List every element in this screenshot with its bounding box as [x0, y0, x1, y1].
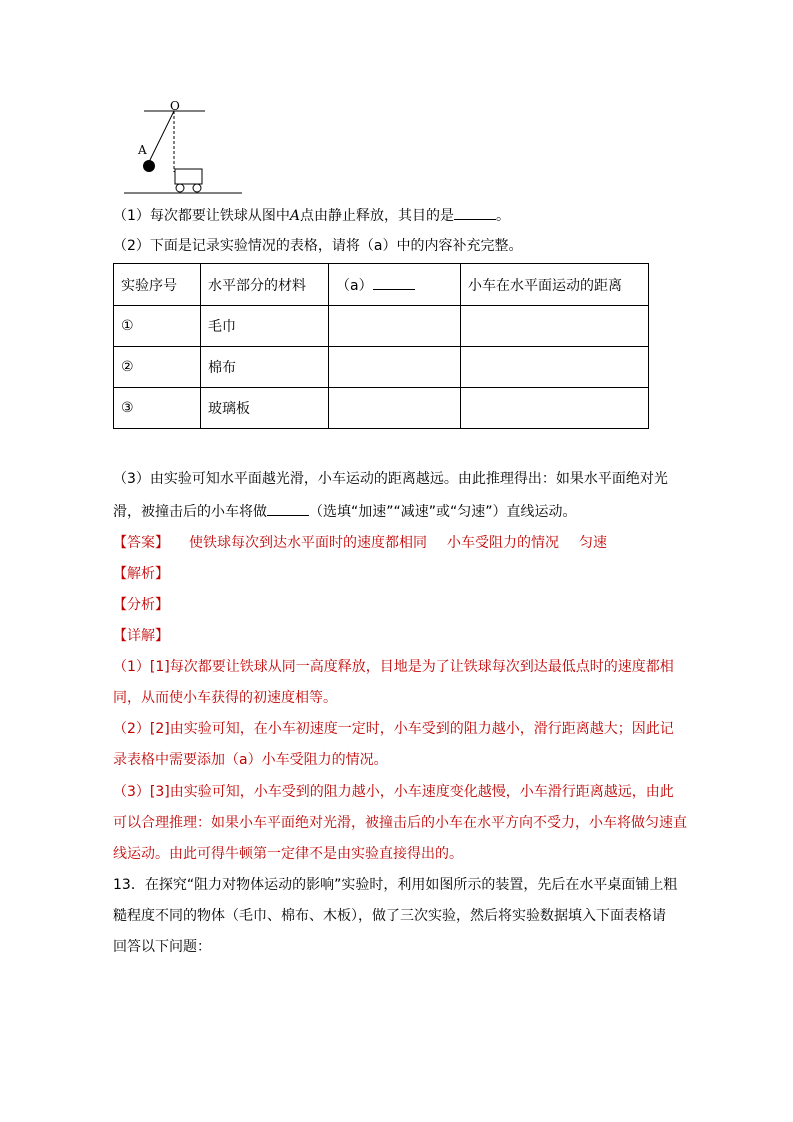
- answer-blank: [454, 205, 496, 220]
- analysis-label: 【解析】: [113, 566, 169, 582]
- detail-label: 【详解】: [113, 628, 169, 644]
- table-header-row: [114, 264, 649, 306]
- answer-label: 【答案】: [113, 535, 169, 551]
- detail-3-line-2: 可以合理推理：如果小车平面绝对光滑，被撞击后的小车在水平方向不受力，小车将做匀速直: [113, 815, 687, 831]
- fenxi-label: 【分析】: [113, 597, 169, 613]
- answer-line: 【答案】 使铁球每次到达水平面时的速度都相同 小车受阻力的情况 匀速: [113, 535, 607, 551]
- question-13-line-1: 13．在探究“阻力对物体运动的影响”实验时，利用如图所示的装置，先后在水平桌面铺上粗: [113, 877, 678, 893]
- label-a: A: [138, 143, 147, 157]
- answer-blank: [373, 275, 415, 290]
- detail-2-line-2: 录表格中需要添加（a）小车受阻力的情况。: [113, 752, 388, 768]
- question-13-line-3: 回答以下问题：: [113, 939, 211, 955]
- detail-1-line-1: （1）[1]每次都要让铁球从同一高度释放，目地是为了让铁球每次到达最低点时的速度都相: [113, 659, 674, 675]
- table-row: ③ 玻璃板: [114, 388, 649, 429]
- question-3-line-2: 滑，被撞击后的小车将做 （选填“加速”“减速”或“匀速”）直线运动。: [113, 501, 577, 522]
- point-a-var: A: [289, 208, 301, 224]
- question-3-line-1: （3）由实验可知水平面越光滑，小车运动的距离越远。由此推理得出：如果水平面绝对光: [113, 471, 668, 487]
- table-row: ② 棉布: [114, 347, 649, 388]
- detail-2-line-1: （2）[2]由实验可知，在小车初速度一定时，小车受到的阻力越小，滑行距离越大；因此记: [113, 721, 674, 737]
- answer-blank: [267, 501, 309, 516]
- pendulum-cart-figure: [118, 96, 248, 196]
- question-13-line-2: 糙程度不同的物体（毛巾、棉布、木板），做了三次实验，然后将实验数据填入下面表格请: [113, 908, 666, 924]
- experiment-table: [113, 263, 649, 429]
- header-cell: 水平部分的材料: [201, 264, 329, 306]
- header-cell: 小车在水平面运动的距离: [461, 264, 649, 306]
- detail-3-line-1: （3）[3]由实验可知，小车受到的阻力越小，小车速度变化越慢，小车滑行距离越远，由此: [113, 784, 674, 800]
- label-o: O: [170, 99, 180, 113]
- header-cell: 实验序号: [114, 264, 201, 306]
- table-row: ① 毛巾: [114, 306, 649, 347]
- header-cell: （a）: [329, 264, 461, 306]
- detail-3-line-3: 线运动。由此可得牛顿第一定律不是由实验直接得出的。: [113, 846, 463, 862]
- question-1: （1）每次都要让铁球从图中A点由静止释放，其目的是 。: [113, 205, 510, 226]
- question-2: （2）下面是记录实验情况的表格，请将（a）中的内容补充完整。: [113, 238, 523, 254]
- detail-1-line-2: 同，从而使小车获得的初速度相等。: [113, 690, 337, 706]
